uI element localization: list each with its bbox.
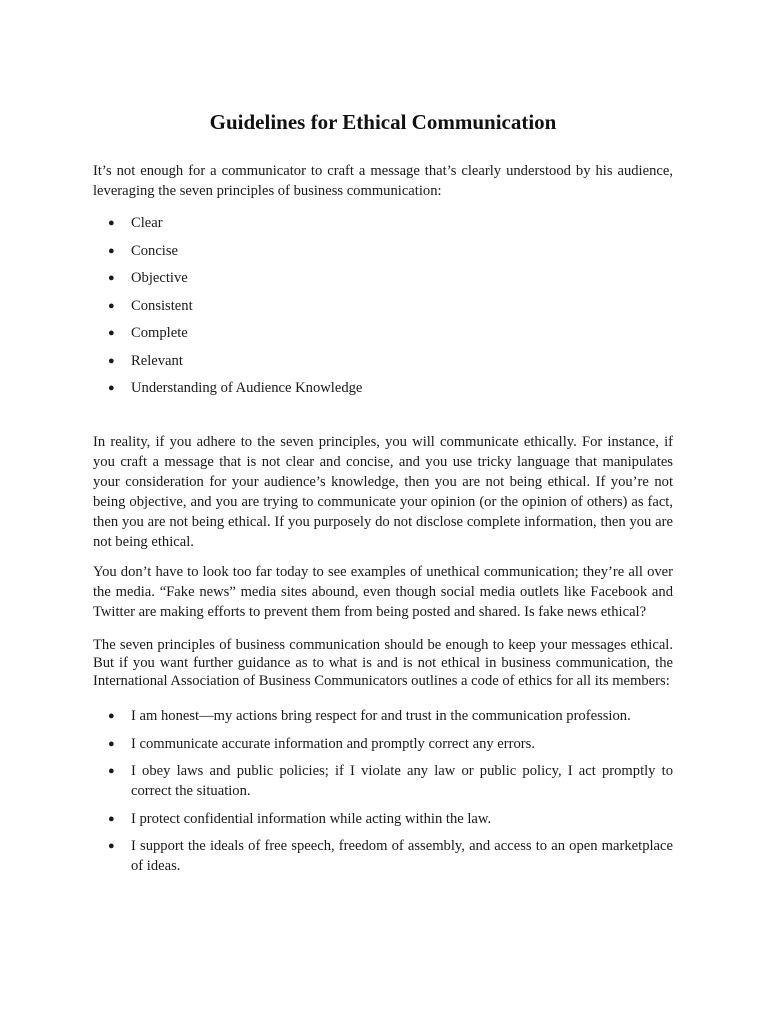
list-item: [93, 241, 673, 261]
list-item: [93, 213, 673, 233]
bullet-icon: ●: [108, 272, 115, 284]
list-item: [93, 761, 673, 801]
media-paragraph: You don’t have to look too far today to see examples of unethical communication; they’re all over the media. “Fake news” media sites abound, even though social media outlets like Facebook and Twitter are making efforts to prevent them from being posted and shared. Is fake news ethical?: [93, 564, 673, 620]
bullet-icon: ●: [108, 354, 115, 367]
list-item: [93, 734, 673, 754]
list-item-text: Relevant: [131, 352, 183, 369]
list-item: [93, 351, 673, 371]
list-item-text: Complete: [131, 325, 188, 341]
page-title: Guidelines for Ethical Communication: [209, 110, 557, 134]
bullet-icon: ●: [108, 812, 115, 825]
document-page: [93, 108, 673, 884]
principles-list: [93, 213, 673, 398]
bullet-icon: ●: [108, 327, 115, 339]
bullet-icon: ●: [108, 840, 115, 852]
list-item-text: Concise: [131, 242, 179, 259]
bullet-icon: ●: [108, 299, 115, 312]
list-item-text: I support the ideals of free speech, freedom of assembly, and access to an open marketplace of ideas.: [131, 838, 673, 874]
code-intro-paragraph: The seven principles of business communication should be enough to keep your messages ethical. But if you want further guidance as to what is and is not ethical in business communication, the International Association of Business Communicators outlines a code of ethics for all its members:: [93, 637, 673, 689]
bullet-icon: ●: [108, 217, 115, 229]
bullet-icon: ●: [108, 765, 115, 777]
list-item-text: I communicate accurate information and promptly correct any errors.: [131, 735, 535, 752]
reality-paragraph: In reality, if you adhere to the seven principles, you will communicate ethically. For instance, if you craft a message that is not clear and concise, and you use tricky language that manipulates your consideration for your audience’s knowledge, then you are not being ethical. If you’re not being objective, and you are trying to communicate your opinion (or the opinion of others) as fact, then you are not being ethical. If you purposely do not disclose complete information, then you are not being ethical.: [93, 434, 673, 550]
list-item-text: I obey laws and public policies; if I violate any law or public policy, I act promptly to correct the situation.: [131, 763, 673, 799]
list-item: [93, 809, 673, 829]
bullet-icon: ●: [108, 710, 115, 722]
list-item-text: I am honest—my actions bring respect for and trust in the communication profession.: [131, 708, 631, 724]
code-of-ethics-list: [93, 706, 673, 876]
list-item: [93, 268, 673, 288]
list-item-text: Objective: [131, 270, 188, 286]
list-item-text: Understanding of Audience Knowledge: [131, 380, 363, 396]
bullet-icon: ●: [108, 382, 115, 394]
list-item-text: Consistent: [131, 297, 193, 314]
list-item-text: Clear: [131, 215, 163, 231]
bullet-icon: ●: [108, 737, 115, 750]
intro-paragraph: It’s not enough for a communicator to craft a message that’s clearly understood by his audience, leveraging the seven principles of business communication:: [93, 163, 673, 199]
list-item: [93, 296, 673, 316]
list-item: [93, 323, 673, 343]
list-item: [93, 378, 673, 398]
list-item-text: I protect confidential information while acting within the law.: [131, 810, 492, 827]
list-item: [93, 836, 673, 876]
bullet-icon: ●: [108, 244, 115, 257]
list-item: [93, 706, 673, 726]
